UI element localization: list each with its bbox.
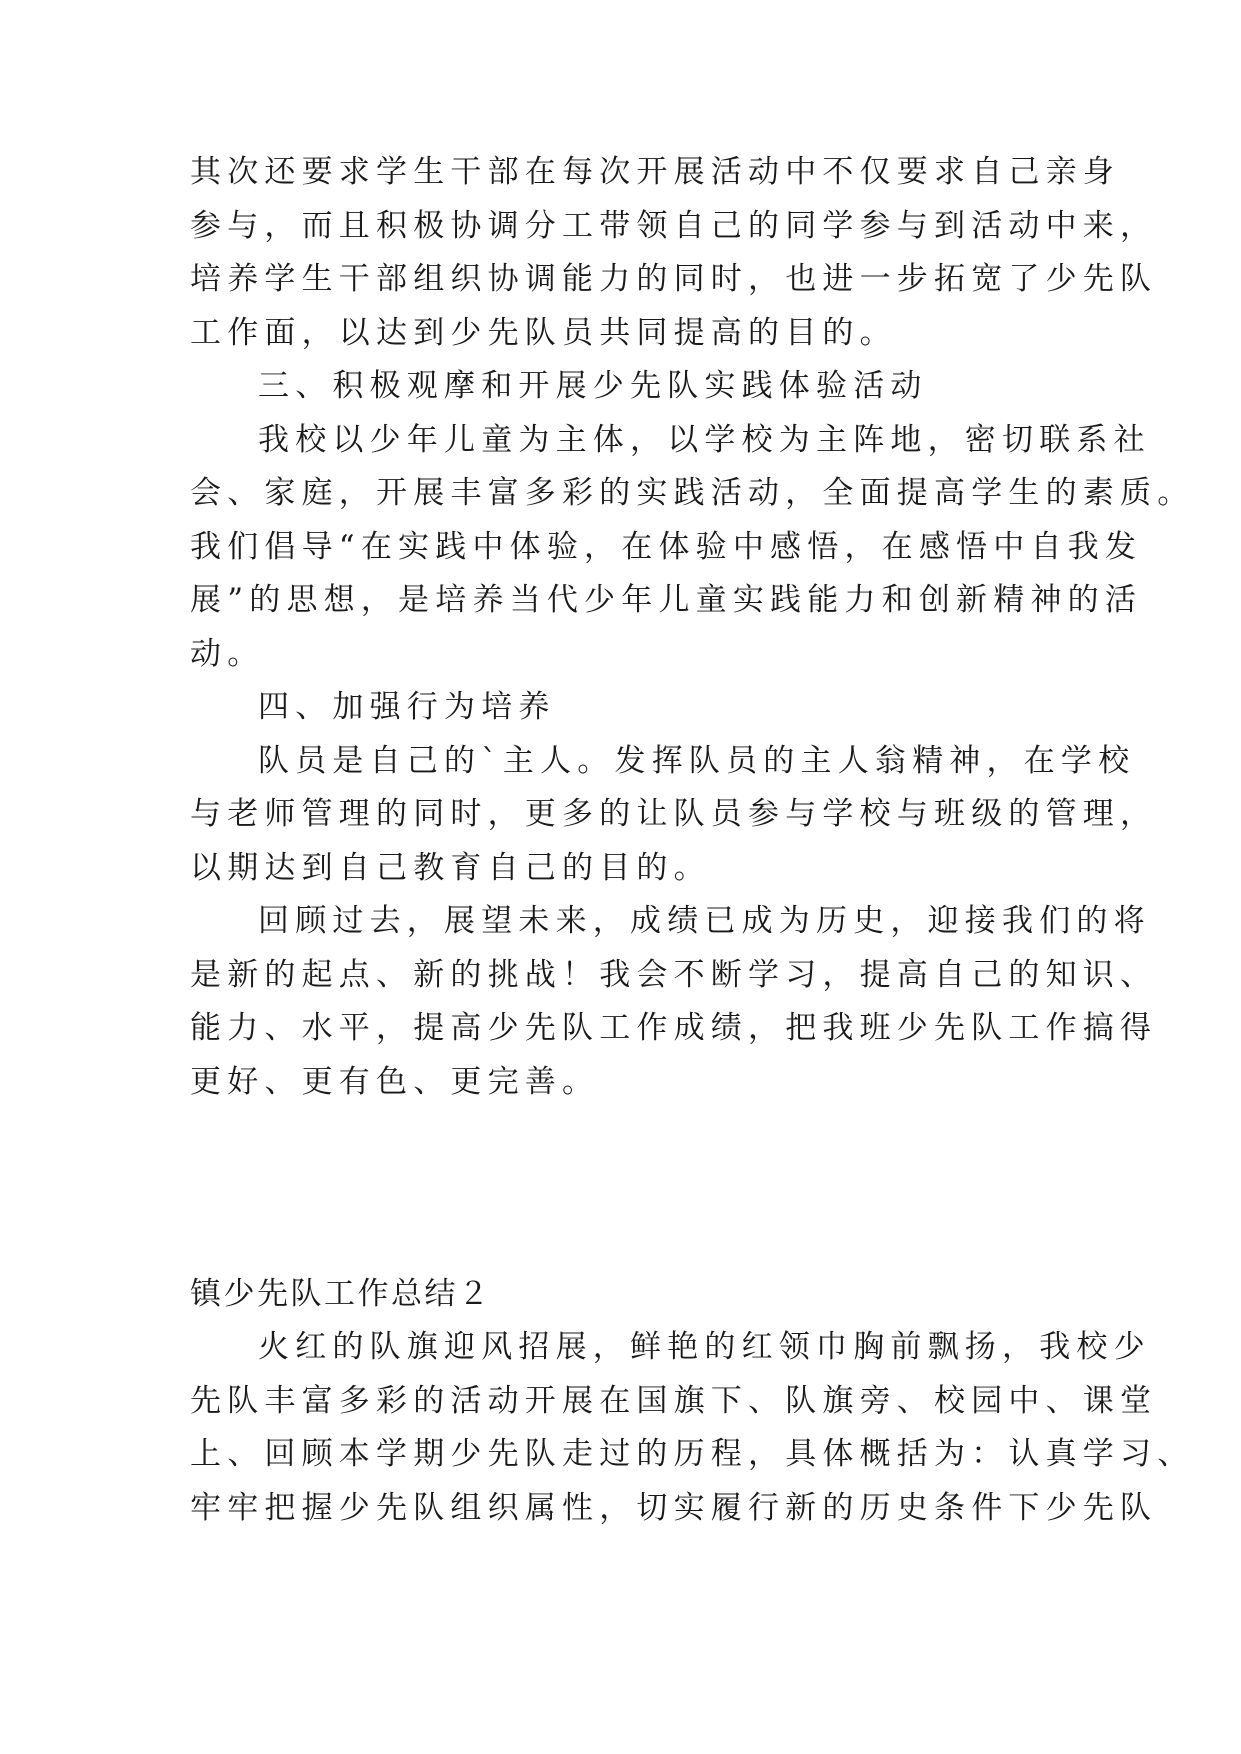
- text-line: 先队丰富多彩的活动开展在国旗下、队旗旁、校园中、课堂: [190, 1382, 1158, 1419]
- text-line: 火红的队旗迎风招展，鲜艳的红领巾胸前飘扬，我校少: [258, 1329, 1151, 1365]
- text-line: 更好、更有色、更完善。: [190, 1063, 600, 1100]
- text-line: 工作面，以达到少先队员共同提高的目的。: [190, 314, 897, 351]
- text-line: 培养学生干部组织协调能力的同时，也进一步拓宽了少先队: [190, 261, 1158, 297]
- document-title: 镇少先队工作总结２: [190, 1276, 492, 1312]
- text-line: 我们倡导“在实践中体验，在体验中感悟，在感悟中自我发: [190, 528, 1143, 565]
- text-line: 回顾过去，展望未来，成绩已成为历史，迎接我们的将: [258, 903, 1151, 939]
- text-line: 上、回顾本学期少先队走过的历程，具体概括为：认真学习、: [190, 1436, 1195, 1472]
- section-heading: 三、积极观摩和开展少先队实践体验活动: [258, 368, 928, 404]
- text-line: 队员是自己的`主人。发挥队员的主人翁精神，在学校: [258, 742, 1136, 779]
- text-line: 会、家庭，开展丰富多彩的实践活动，全面提高学生的素质。: [190, 475, 1195, 511]
- text-line: 与老师管理的同时，更多的让队员参与学校与班级的管理，: [190, 796, 1158, 832]
- text-line: 牢牢把握少先队组织属性，切实履行新的历史条件下少先队: [190, 1489, 1158, 1526]
- text-line: 我校以少年儿童为主体，以学校为主阵地，密切联系社: [258, 421, 1151, 458]
- text-line: 展”的思想，是培养当代少年儿童实践能力和创新精神的活: [190, 582, 1143, 618]
- text-line: 动。: [190, 635, 265, 672]
- section-heading: 四、加强行为培养: [258, 689, 556, 725]
- text-line: 以期达到自己教育自己的目的。: [190, 849, 711, 886]
- body-text-section-two: [190, 1321, 1195, 1535]
- text-line: 参与，而且积极协调分工带领自己的同学参与到活动中来，: [190, 207, 1158, 244]
- text-line: 其次还要求学生干部在每次开展活动中不仅要求自己亲身: [190, 154, 1120, 190]
- text-line: 能力、水平，提高少先队工作成绩，把我班少先队工作搞得: [190, 1010, 1158, 1046]
- text-line: 是新的起点、新的挑战！我会不断学习，提高自己的知识、: [190, 956, 1158, 993]
- body-text-section-one: [190, 146, 1195, 1109]
